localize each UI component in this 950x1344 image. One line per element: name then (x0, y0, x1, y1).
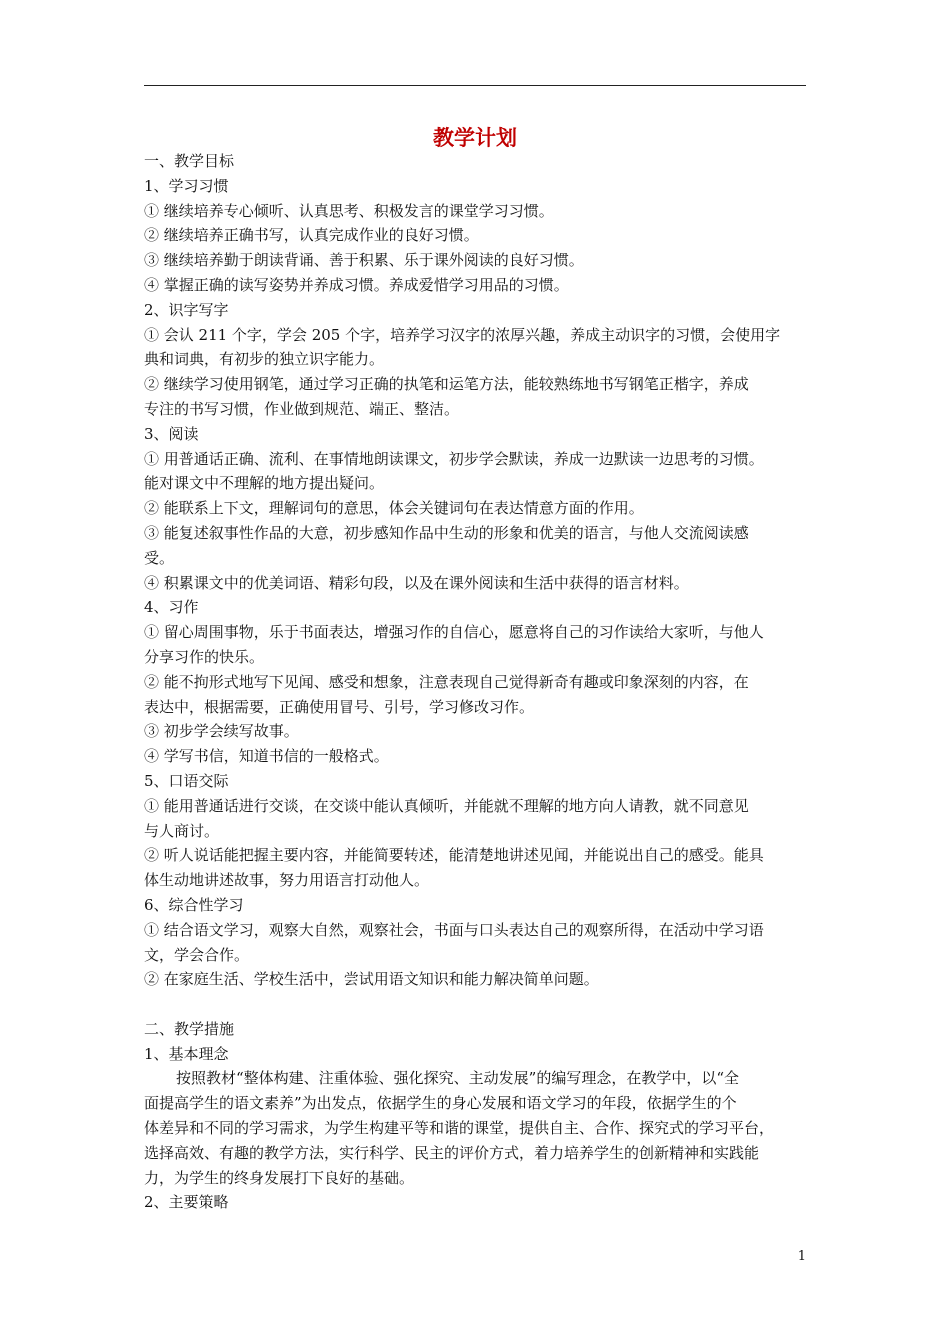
text-line: 体差异和不同的学习需求，为学生构建平等和谐的课堂，提供自主、合作、探究式的学习平台， (144, 1119, 775, 1138)
text-line: 专注的书写习惯，作业做到规范、端正、整洁。 (144, 399, 460, 418)
text-line: 2、主要策略 (144, 1193, 229, 1212)
text-line: 分享习作的快乐。 (144, 647, 265, 666)
text-line: ③ 继续培养勤于朗读背诵、善于积累、乐于课外阅读的良好习惯。 (144, 251, 584, 270)
text-line: ① 会认 211 个字，学会 205 个字，培养学习汉字的浓厚兴趣，养成主动识字的习惯，会使用字 (144, 325, 781, 344)
text-line: ② 能联系上下文，理解词句的意思，体会关键词句在表达情意方面的作用。 (144, 499, 644, 518)
text-line: ② 继续培养正确书写，认真完成作业的良好习惯。 (144, 226, 479, 245)
text-line: 与人商讨。 (144, 821, 220, 840)
text-line: 6、综合性学习 (144, 895, 244, 914)
text-line: 表达中，根据需要，正确使用冒号、引号，学习修改习作。 (144, 697, 535, 716)
header-rule (144, 85, 806, 86)
text-line: ① 用普通话正确、流利、在事情地朗读课文，初步学会默读，养成一边默读一边思考的习惯。 (144, 449, 764, 468)
text-line: ② 听人说话能把握主要内容，并能简要转述，能清楚地讲述见闻，并能说出自己的感受。能具 (144, 846, 764, 865)
text-line: 1、学习习惯 (144, 176, 229, 195)
text-line: 体生动地讲述故事，努力用语言打动他人。 (144, 871, 430, 890)
text-line: ① 继续培养专心倾听、认真思考、积极发言的课堂学习习惯。 (144, 201, 554, 220)
text-line: ② 继续学习使用钢笔，通过学习正确的执笔和运笔方法，能较熟练地书写钢笔正楷字，养成 (144, 375, 749, 394)
text-line: ④ 学写书信，知道书信的一般格式。 (144, 747, 389, 766)
text-line: ② 在家庭生活、学校生活中，尝试用语文知识和能力解决简单问题。 (144, 970, 599, 989)
text-line: 面提高学生的语文素养”为出发点，依据学生的身心发展和语文学习的年段，依据学生的个 (144, 1094, 737, 1113)
text-line: ④ 掌握正确的读写姿势并养成习惯。养成爱惜学习用品的习惯。 (144, 275, 569, 294)
text-line: 受。 (144, 548, 175, 567)
text-line: ③ 能复述叙事性作品的大意，初步感知作品中生动的形象和优美的语言，与他人交流阅读感 (144, 523, 749, 542)
text-line: ③ 初步学会续写故事。 (144, 722, 299, 741)
text-line: 二、教学措施 (144, 1019, 235, 1038)
text-line: ④ 积累课文中的优美词语、精彩句段，以及在课外阅读和生活中获得的语言材料。 (144, 573, 689, 592)
text-line: ① 能用普通话进行交谈，在交谈中能认真倾听，并能就不理解的地方向人请教，就不同意见 (144, 796, 749, 815)
text-line: 3、阅读 (144, 424, 199, 443)
text-line: 选择高效、有趣的教学方法，实行科学、民主的评价方式，着力培养学生的创新精神和实践能 (144, 1143, 760, 1162)
text-line: ① 结合语文学习，观察大自然，观察社会，书面与口头表达自己的观察所得，在活动中学习语 (144, 920, 764, 939)
text-line: 一、教学目标 (144, 152, 235, 170)
text-line: 1、基本理念 (144, 1044, 229, 1063)
text-line: 4、习作 (144, 598, 199, 617)
text-line: 2、识字写字 (144, 300, 229, 319)
text-line: 文，学会合作。 (144, 945, 250, 964)
text-line: ① 留心周围事物，乐于书面表达，增强习作的自信心，愿意将自己的习作读给大家听，与他人 (144, 623, 764, 642)
text-line: 5、口语交际 (144, 771, 229, 790)
document-body (144, 149, 808, 1215)
text-line: 能对课文中不理解的地方提出疑问。 (144, 474, 385, 493)
text-line: 力，为学生的终身发展打下良好的基础。 (144, 1168, 415, 1187)
blank-line (144, 992, 808, 1017)
text-line: ② 能不拘形式地写下见闻、感受和想象，注意表现自己觉得新奇有趣或印象深刻的内容，在 (144, 672, 749, 691)
text-line: 按照教材“整体构建、注重体验、强化探究、主动发展”的编写理念，在教学中，以“全 (176, 1069, 740, 1088)
page-number: 1 (797, 1249, 806, 1264)
document-title: 教学计划 (433, 126, 517, 150)
text-line: 典和词典，有初步的独立识字能力。 (144, 350, 385, 369)
